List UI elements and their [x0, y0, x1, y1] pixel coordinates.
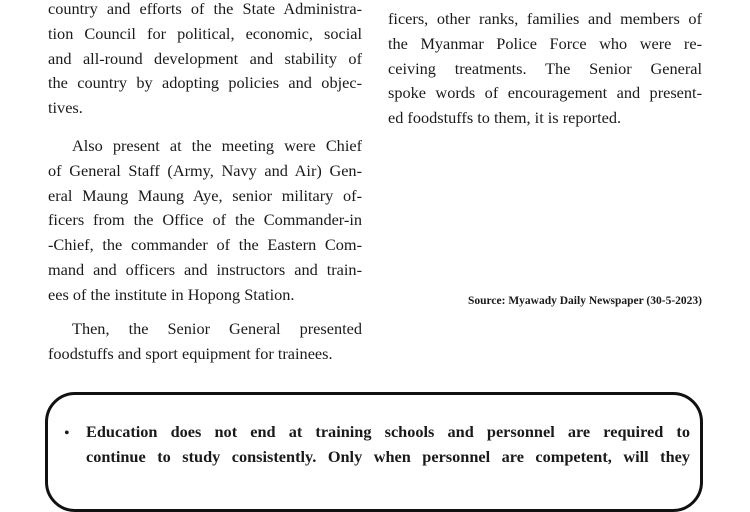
right-paragraph-1 [388, 7, 702, 131]
text-line: continue to study consistently. Only when personnel are competent, will they [86, 447, 690, 466]
left-paragraph-2 [48, 134, 362, 308]
text-line: of General Staff (Army, Navy and Air) Gen- [48, 160, 362, 180]
text-line: -Chief, the commander of the Eastern Com- [48, 235, 362, 255]
text-line: ficers, other ranks, families and members of [388, 9, 702, 28]
text-line: ficers from the Office of the Commander-in [48, 210, 362, 230]
text-line: ed foodstuffs to them, it is reported. [388, 108, 622, 128]
text-line: Also present at the meeting were Chief [72, 136, 362, 155]
bullet-icon: • [64, 425, 70, 442]
left-paragraph-1 [48, 0, 362, 121]
callout-text [86, 419, 690, 469]
text-line: spoke words of encouragement and present- [388, 83, 702, 103]
text-line: mand and officers and instructors and train- [48, 259, 362, 279]
text-line: ees of the institute in Hopong Station. [48, 284, 295, 304]
text-line: country and efforts of the State Administra- [48, 0, 362, 18]
text-line: eral Maung Maung Aye, senior military of- [48, 185, 362, 205]
text-line: and all-round development and stability of [48, 48, 362, 68]
text-line: Education does not end at training schools and personnel are required to [86, 422, 690, 441]
text-line: tives. [48, 98, 83, 118]
text-line: Then, the Senior General presented [72, 319, 362, 338]
source-citation: Source: Myawady Daily Newspaper (30-5-2023) [467, 295, 702, 307]
text-line: foodstuffs and sport equipment for trainees. [48, 343, 333, 363]
text-line: the country by adopting policies and objec- [48, 73, 362, 93]
left-paragraph-3 [48, 317, 362, 367]
callout-box [45, 392, 703, 512]
text-line: the Myanmar Police Force who were re- [388, 33, 702, 53]
text-line: tion Council for political, economic, social [48, 23, 362, 43]
text-line: ceiving treatments. The Senior General [388, 58, 702, 78]
